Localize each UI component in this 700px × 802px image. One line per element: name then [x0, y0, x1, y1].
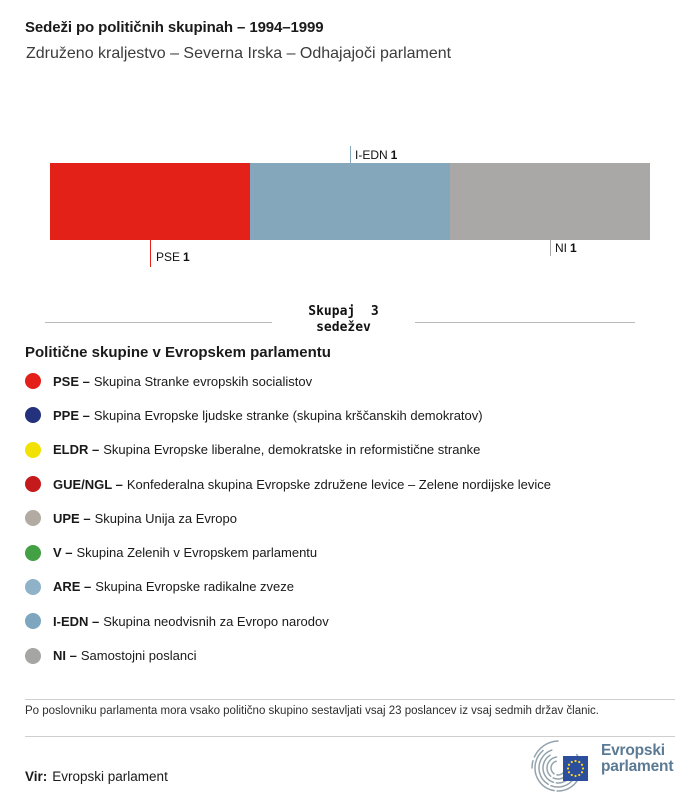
source-value: Evropski parlament — [52, 769, 168, 784]
source-line — [25, 769, 168, 784]
legend-item-v — [25, 535, 675, 569]
ep-logo-wordmark — [601, 743, 673, 774]
ni-tick-line — [550, 240, 551, 256]
page-title: Sedeži po političnih skupinah – 1994–1999 — [25, 19, 324, 36]
iedn-color-dot-icon — [25, 613, 41, 629]
legend-heading: Politične skupine v Evropskem parlamentu — [25, 344, 331, 361]
legend-abbr: PPE – — [53, 407, 90, 423]
legend-abbr: ARE – — [53, 579, 92, 595]
eldr-color-dot-icon — [25, 442, 41, 458]
total-seats-line2: sedežev — [316, 320, 371, 335]
iedn-annotation-value: 1 — [390, 148, 398, 162]
footnote-divider-bottom — [25, 736, 675, 737]
legend-abbr: UPE – — [53, 510, 91, 526]
ni-color-dot-icon — [25, 648, 41, 664]
upe-color-dot-icon — [25, 510, 41, 526]
page-subtitle: Združeno kraljestvo – Severna Irska – Odhajajoči parlament — [26, 45, 452, 62]
stacked-seats-bar — [50, 163, 650, 240]
legend-item-pse — [25, 364, 675, 398]
legend-abbr: V – — [53, 545, 73, 561]
pse-annotation-value: 1 — [183, 250, 190, 264]
pse-color-dot-icon — [25, 373, 41, 389]
legend-item-ppe — [25, 398, 675, 432]
legend-desc: Skupina Evropske radikalne zveze — [95, 579, 295, 595]
legend-item-eldr — [25, 433, 675, 467]
v-color-dot-icon — [25, 545, 41, 561]
legend-desc: Skupina Evropske liberalne, demokratske in reformistične stranke — [103, 442, 481, 458]
legend-abbr: GUE/NGL – — [53, 476, 123, 492]
ni-annotation-value: 1 — [570, 241, 577, 255]
legend-item-iedn — [25, 604, 675, 638]
legend-desc: Skupina Stranke evropskih socialistov — [93, 373, 313, 389]
legend-item-guengl — [25, 467, 675, 501]
ep-logo-line1: Evropski — [601, 742, 665, 759]
ni-annotation-label: NI — [555, 241, 567, 255]
pse-annotation — [156, 250, 190, 264]
ep-logo-line2: parlament — [601, 757, 674, 775]
total-divider-left — [45, 322, 272, 323]
total-divider-right — [415, 322, 635, 323]
pse-tick-line — [150, 240, 151, 267]
iedn-tick-line — [350, 146, 351, 163]
guengl-color-dot-icon — [25, 476, 41, 492]
legend-desc: Skupina Unija za Evropo — [94, 510, 237, 526]
legend — [25, 364, 675, 673]
ppe-color-dot-icon — [25, 407, 41, 423]
pse-annotation-label: PSE — [156, 250, 181, 264]
footnote-divider-top — [25, 699, 675, 700]
legend-abbr: ELDR – — [53, 442, 100, 458]
total-seats-label — [272, 304, 415, 336]
legend-abbr: PSE – — [53, 373, 90, 389]
legend-item-ni — [25, 638, 675, 672]
are-color-dot-icon — [25, 579, 41, 595]
legend-desc: Samostojni poslanci — [80, 648, 197, 664]
legend-item-upe — [25, 501, 675, 535]
bar-segment-pse — [50, 163, 250, 240]
source-label: Vir: — [25, 769, 48, 784]
iedn-annotation — [355, 148, 397, 162]
ni-annotation — [555, 241, 577, 255]
bar-segment-iedn — [250, 163, 450, 240]
total-seats-line1: Skupaj 3 — [308, 304, 379, 319]
iedn-annotation-label: I-EDN — [355, 148, 388, 162]
bar-segment-ni — [450, 163, 650, 240]
footnote: Po poslovniku parlamenta mora vsako politično skupino sestavljati vsaj 23 poslancev iz vsaj sedmih držav članic. — [25, 705, 600, 717]
legend-desc: Skupina Zelenih v Evropskem parlamentu — [76, 545, 318, 561]
legend-desc: Skupina neodvisnih za Evropo narodov — [103, 613, 329, 629]
legend-abbr: I-EDN – — [53, 613, 100, 629]
legend-item-are — [25, 570, 675, 604]
legend-desc: Konfederalna skupina Evropske združene levice – Zelene nordijske levice — [126, 476, 552, 492]
legend-desc: Skupina Evropske ljudske stranke (skupina krščanskih demokratov) — [93, 407, 483, 423]
eu-flag-icon — [563, 756, 588, 781]
legend-abbr: NI – — [53, 648, 77, 664]
european-parliament-logo — [531, 739, 676, 793]
